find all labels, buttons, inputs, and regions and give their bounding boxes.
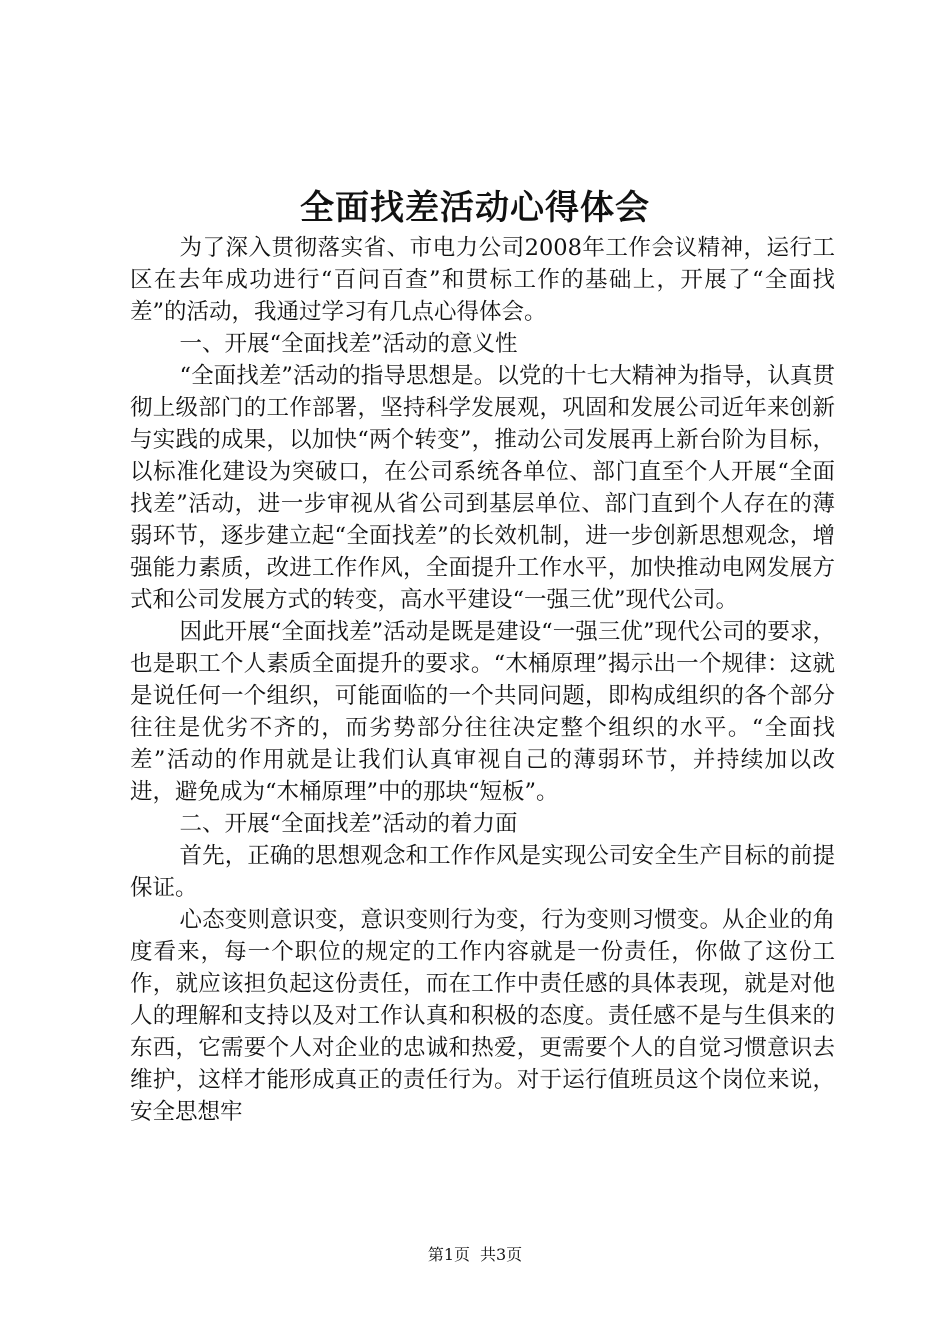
section-heading-2: 二、开展“全面找差”活动的着力面 — [179, 811, 518, 837]
page-footer — [0, 1244, 950, 1266]
paragraph-responsibility: 心态变则意识变，意识变则行为变，行为变则习惯变。从企业的角度看来，每一个职位的规定的工作内容就是一份责任，你做了这份工作，就应该担负起这份责任，而在工作中责任感的具体表现，就是对他人的理解和支持以及对工作认真和积极的态度。责任感不是与生俱来的东西，它需要个人对企业的忠诚和热爱，更需要个人的自觉习惯意识去维护，这样才能形成真正的责任行为。对于运行值班员这个岗位来说，安全思想牢 — [130, 907, 835, 1125]
paragraph-intro: 为了深入贯彻落实省、市电力公司2008年工作会议精神，运行工区在去年成功进行“百问百查”和贯标工作的基础上，开展了“全面找差”的活动，我通过学习有几点心得体会。 — [130, 235, 835, 325]
paragraph-guiding-idea: “全面找差”活动的指导思想是。以党的十七大精神为指导，认真贯彻上级部门的工作部署，坚持科学发展观，巩固和发展公司近年来创新与实践的成果，以加快“两个转变”，推动公司发展再上新台阶为目标，以标准化建设为突破口，在公司系统各单位、部门直至个人开展“全面找差”活动，进一步审视从省公司到基层单位、部门直到个人存在的薄弱环节，逐步建立起“全面找差”的长效机制，进一步创新思想观念，增强能力素质，改进工作作风，全面提升工作水平，加快推动电网发展方式和公司发展方式的转变，高水平建设“一强三优”现代公司。 — [130, 363, 835, 613]
page-total: 共3页 — [480, 1245, 523, 1264]
section-heading-1: 一、开展“全面找差”活动的意义性 — [179, 331, 518, 357]
paragraph-barrel-principle: 因此开展“全面找差”活动是既是建设“一强三优”现代公司的要求，也是职工个人素质全面提升的要求。“木桶原理”揭示出一个规律：这就是说任何一个组织，可能面临的一个共同问题，即构成组织的各个部分往往是优劣不齐的，而劣势部分往往决定整个组织的水平。“全面找差”活动的作用就是让我们认真审视自己的薄弱环节，并持续加以改进，避免成为“木桶原理”中的那块“短板”。 — [130, 619, 835, 805]
page-number: 第1页 — [427, 1245, 470, 1264]
paragraph-first-point: 首先，正确的思想观念和工作作风是实现公司安全生产目标的前提保证。 — [130, 843, 835, 901]
document-title: 全面找差活动心得体会 — [300, 188, 650, 228]
document-body — [130, 232, 835, 1128]
